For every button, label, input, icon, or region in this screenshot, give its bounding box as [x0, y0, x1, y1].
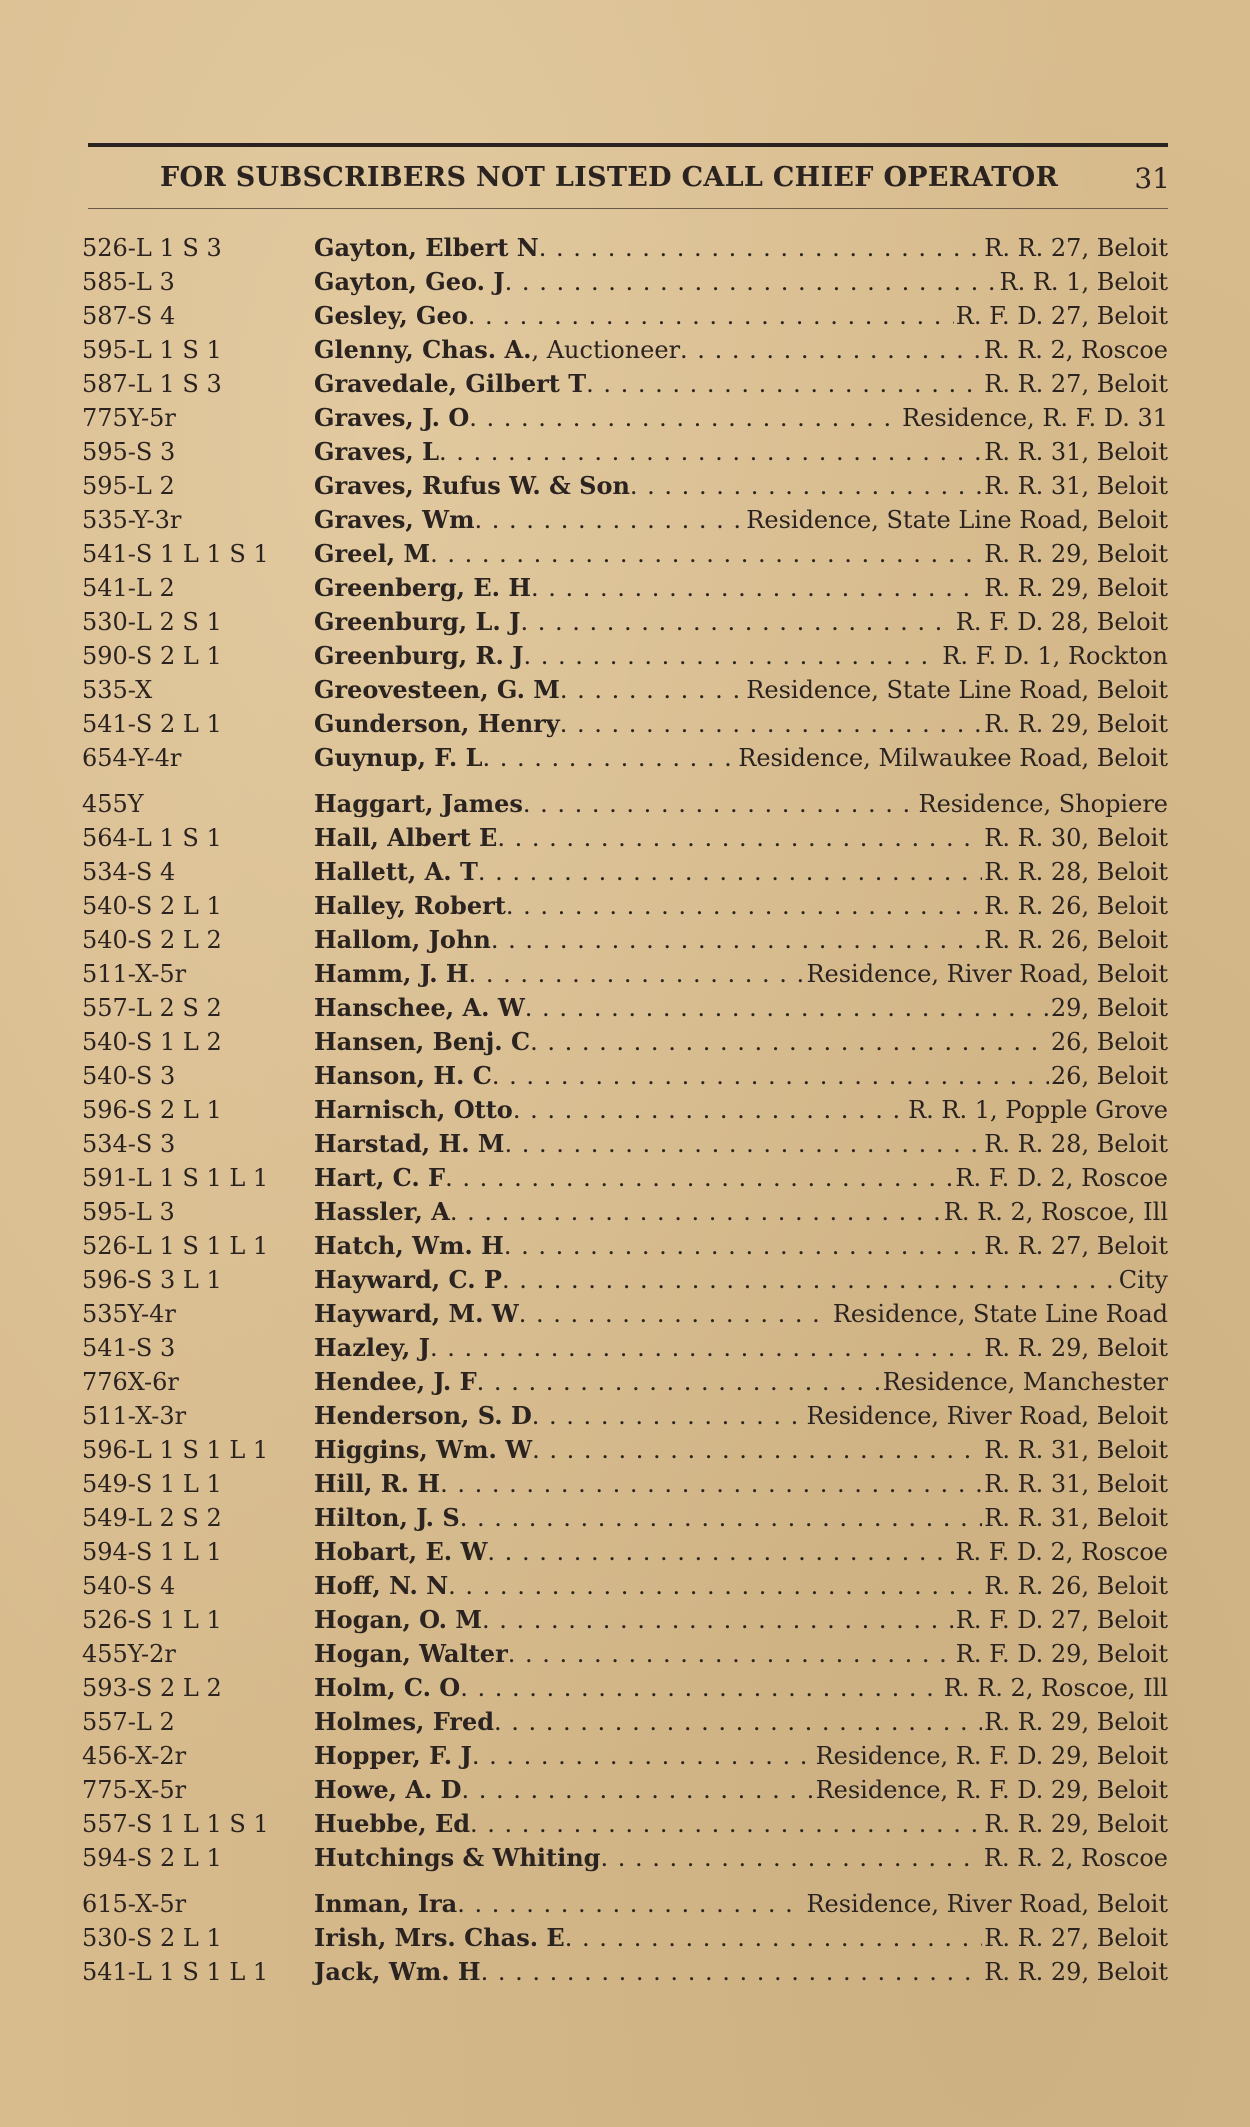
dot-leader [472, 1739, 814, 1773]
directory-entry [82, 1195, 1168, 1229]
phone-number: 596-L 1 S 1 L 1 [82, 1436, 269, 1464]
phone-number: 540-S 2 L 1 [82, 892, 222, 920]
directory-entry [82, 537, 1168, 571]
header-top-rule [88, 143, 1168, 147]
dot-leader [440, 1467, 982, 1501]
directory-entry [82, 1297, 1168, 1331]
directory-entry [82, 673, 1168, 707]
phone-number: 596-S 3 L 1 [82, 1266, 222, 1294]
subscriber-name: Glenny, Chas. A. [314, 335, 532, 364]
directory-entry [82, 741, 1168, 775]
subscriber-address: R. F. D. 27, Beloit [955, 302, 1168, 330]
subscriber-name: Gayton, Geo. J [314, 267, 505, 296]
subscriber-address: Residence, River Road, Beloit [806, 960, 1168, 988]
dot-leader [506, 889, 982, 923]
subscriber-name: Graves, Rufus W. & Son [314, 471, 630, 500]
subscriber-address: 29, Beloit [1050, 994, 1168, 1022]
directory-entry [82, 1739, 1168, 1773]
dot-leader [474, 503, 744, 537]
subscriber-address: R. R. 31, Beloit [984, 1470, 1168, 1498]
subscriber-name: Hutchings & Whiting [314, 1843, 601, 1872]
subscriber-name: Hallett, A. T [314, 857, 478, 886]
subscriber-name: Haggart, James [314, 789, 523, 818]
directory-entry [82, 1399, 1168, 1433]
subscriber-name: Greenburg, L. J [314, 607, 521, 636]
subscriber-name: Higgins, Wm. W [314, 1435, 533, 1464]
directory-entry [82, 787, 1168, 821]
directory-entry [82, 1807, 1168, 1841]
directory-entry [82, 503, 1168, 537]
subscriber-name: Gesley, Geo [314, 301, 468, 330]
dot-leader [482, 1603, 954, 1637]
subscriber-name: Gravedale, Gilbert T [314, 369, 587, 398]
phone-number: 455Y [82, 790, 144, 818]
page-number: 31 [1134, 162, 1170, 195]
dot-leader [680, 333, 982, 367]
phone-number: 541-L 2 [82, 574, 175, 602]
directory-entry [82, 1773, 1168, 1807]
dot-leader [530, 1025, 1049, 1059]
subscriber-address: R. F. D. 2, Roscoe [955, 1164, 1168, 1192]
dot-leader [630, 469, 982, 503]
subscriber-name: Inman, Ira [314, 1889, 458, 1918]
directory-entry [82, 1433, 1168, 1467]
subscriber-address: R. F. D. 1, Rockton [942, 642, 1168, 670]
phone-number: 456-X-2r [82, 1742, 187, 1770]
directory-entry [82, 957, 1168, 991]
subscriber-note: , Auctioneer [531, 336, 681, 364]
subscriber-name: Jack, Wm. H [314, 1957, 481, 1986]
subscriber-address: R. R. 27, Beloit [984, 1924, 1168, 1952]
subscriber-address: Residence, River Road, Beloit [806, 1402, 1168, 1430]
subscriber-address: R. R. 27, Beloit [984, 1232, 1168, 1260]
subscriber-address: R. F. D. 2, Roscoe [955, 1538, 1168, 1566]
dot-leader [539, 231, 983, 265]
subscriber-address: R. R. 31, Beloit [984, 438, 1168, 466]
directory-entry [82, 1637, 1168, 1671]
phone-number: 535-X [82, 676, 153, 704]
subscriber-address: Residence, State Line Road, Beloit [746, 676, 1168, 704]
subscriber-name: Guynup, F. L [314, 743, 483, 772]
directory-entry [82, 469, 1168, 503]
subscriber-listing [82, 231, 1168, 1989]
phone-number: 615-X-5r [82, 1890, 187, 1918]
subscriber-address: R. F. D. 27, Beloit [955, 1606, 1168, 1634]
directory-entry [82, 1331, 1168, 1365]
subscriber-name: Henderson, S. D [314, 1401, 532, 1430]
directory-entry [82, 1059, 1168, 1093]
subscriber-address: R. R. 30, Beloit [984, 824, 1168, 852]
directory-entry [82, 1535, 1168, 1569]
directory-entry [82, 1365, 1168, 1399]
phone-number: 534-S 4 [82, 858, 176, 886]
dot-leader [478, 855, 982, 889]
directory-entry [82, 923, 1168, 957]
dot-leader [520, 605, 953, 639]
directory-entry [82, 333, 1168, 367]
subscriber-address: R. R. 2, Roscoe, Ill [943, 1674, 1168, 1702]
directory-entry [82, 889, 1168, 923]
dot-leader [461, 1773, 813, 1807]
phone-number: 587-L 1 S 3 [82, 370, 222, 398]
subscriber-name: Hopper, F. J [314, 1741, 472, 1770]
dot-leader [525, 991, 1049, 1025]
phone-number: 549-S 1 L 1 [82, 1470, 222, 1498]
subscriber-address: R. F. D. 28, Beloit [955, 608, 1168, 636]
subscriber-name: Hansen, Benj. C [314, 1027, 531, 1056]
dot-leader [532, 1433, 982, 1467]
directory-entry [82, 1467, 1168, 1501]
dot-leader [483, 741, 737, 775]
subscriber-name: Hilton, J. S [314, 1503, 460, 1532]
directory-entry [82, 571, 1168, 605]
subscriber-address: R. R. 2, Roscoe, Ill [943, 1198, 1168, 1226]
phone-number: 541-S 2 L 1 [82, 710, 222, 738]
dot-leader [531, 571, 982, 605]
phone-number: 594-S 2 L 1 [82, 1844, 222, 1872]
phone-number: 587-S 4 [82, 302, 176, 330]
subscriber-address: R. R. 26, Beloit [984, 892, 1168, 920]
subscriber-name: Hatch, Wm. H [314, 1231, 504, 1260]
directory-entry [82, 855, 1168, 889]
directory-entry [82, 1501, 1168, 1535]
subscriber-name: Harstad, H. M [314, 1129, 505, 1158]
subscriber-name: Hayward, C. P [314, 1265, 502, 1294]
phone-number: 540-S 3 [82, 1062, 176, 1090]
subscriber-name: Huebbe, Ed [314, 1809, 471, 1838]
subscriber-name: Greel, M [314, 539, 431, 568]
subscriber-address: Residence, Manchester [882, 1368, 1168, 1396]
subscriber-name: Howe, A. D [314, 1775, 462, 1804]
phone-number: 595-L 2 [82, 472, 175, 500]
phone-number: 526-L 1 S 1 L 1 [82, 1232, 269, 1260]
directory-entry [82, 707, 1168, 741]
subscriber-name: Hassler, A [314, 1197, 450, 1226]
phone-number: 540-S 1 L 2 [82, 1028, 222, 1056]
dot-leader [494, 1705, 982, 1739]
subscriber-address: R. R. 29, Beloit [984, 710, 1168, 738]
subscriber-address: R. R. 26, Beloit [984, 926, 1168, 954]
dot-leader [502, 1263, 1117, 1297]
phone-number: 594-S 1 L 1 [82, 1538, 222, 1566]
subscriber-address: R. R. 29, Beloit [984, 574, 1168, 602]
subscriber-address: R. R. 29, Beloit [984, 1708, 1168, 1736]
directory-entry [82, 1229, 1168, 1263]
phone-number: 585-L 3 [82, 268, 175, 296]
phone-number: 557-S 1 L 1 S 1 [82, 1810, 269, 1838]
directory-entry [82, 401, 1168, 435]
phone-number: 526-L 1 S 3 [82, 234, 222, 262]
subscriber-name: Hayward, M. W [314, 1299, 519, 1328]
directory-entry [82, 1263, 1168, 1297]
phone-number: 511-X-5r [82, 960, 187, 988]
dot-leader [524, 639, 941, 673]
dot-leader [469, 957, 805, 991]
directory-entry [82, 1127, 1168, 1161]
phone-number: 595-L 3 [82, 1198, 175, 1226]
phone-number: 535Y-4r [82, 1300, 176, 1328]
dot-leader [468, 299, 954, 333]
dot-leader [491, 923, 982, 957]
phone-number: 595-L 1 S 1 [82, 336, 222, 364]
subscriber-name: Hoff, N. N [314, 1571, 449, 1600]
phone-number: 535-Y-3r [82, 506, 182, 534]
directory-entry [82, 821, 1168, 855]
directory-entry [82, 1161, 1168, 1195]
subscriber-name: Greovesteen, G. M [314, 675, 560, 704]
subscriber-name: Hamm, J. H [314, 959, 469, 988]
subscriber-address: City [1118, 1266, 1168, 1294]
directory-entry [82, 605, 1168, 639]
dot-leader [513, 1093, 906, 1127]
dot-leader [504, 1127, 982, 1161]
subscriber-address: Residence, R. F. D. 29, Beloit [815, 1776, 1168, 1804]
subscriber-address: 26, Beloit [1050, 1028, 1168, 1056]
phone-number: 541-S 3 [82, 1334, 176, 1362]
directory-entry [82, 1887, 1168, 1921]
subscriber-address: R. R. 31, Beloit [984, 472, 1168, 500]
phone-number: 511-X-3r [82, 1402, 187, 1430]
subscriber-name: Greenberg, E. H [314, 573, 531, 602]
phone-number: 455Y-2r [82, 1640, 176, 1668]
subscriber-name: Halley, Robert [314, 891, 506, 920]
subscriber-address: 26, Beloit [1050, 1062, 1168, 1090]
directory-entry [82, 639, 1168, 673]
phone-number: 534-S 3 [82, 1130, 176, 1158]
subscriber-name: Hazley, J [314, 1333, 430, 1362]
phone-number: 654-Y-4r [82, 744, 182, 772]
subscriber-address: Residence, R. F. D. 31 [902, 404, 1168, 432]
subscriber-name: Hendee, J. F [314, 1367, 477, 1396]
subscriber-address: R. R. 29, Beloit [984, 1958, 1168, 1986]
dot-leader [470, 1807, 982, 1841]
subscriber-name: Hobart, E. W [314, 1537, 488, 1566]
dot-leader [492, 1059, 1049, 1093]
phone-number: 541-S 1 L 1 S 1 [82, 540, 269, 568]
directory-entry [82, 991, 1168, 1025]
phone-number: 593-S 2 L 2 [82, 1674, 222, 1702]
subscriber-address: R. R. 2, Roscoe [983, 1844, 1168, 1872]
subscriber-name: Graves, Wm [314, 505, 475, 534]
subscriber-address: Residence, State Line Road [832, 1300, 1168, 1328]
subscriber-address: R. R. 31, Beloit [984, 1504, 1168, 1532]
subscriber-name: Holmes, Fred [314, 1707, 494, 1736]
phone-number: 557-L 2 [82, 1708, 175, 1736]
phone-number: 564-L 1 S 1 [82, 824, 222, 852]
phone-number: 775Y-5r [82, 404, 176, 432]
subscriber-name: Hanson, H. C [314, 1061, 492, 1090]
subscriber-name: Hogan, O. M [314, 1605, 482, 1634]
directory-entry [82, 265, 1168, 299]
directory-entry [82, 435, 1168, 469]
dot-leader [504, 1229, 982, 1263]
dot-leader [523, 787, 917, 821]
subscriber-address: Residence, R. F. D. 29, Beloit [815, 1742, 1168, 1770]
dot-leader [450, 1195, 942, 1229]
dot-leader [445, 1161, 953, 1195]
header-bottom-rule [88, 208, 1168, 209]
subscriber-name: Harnisch, Otto [314, 1095, 513, 1124]
subscriber-name: Hogan, Walter [314, 1639, 508, 1668]
header-title: FOR SUBSCRIBERS NOT LISTED CALL CHIEF OPERATOR [160, 162, 1059, 193]
subscriber-name: Hallom, John [314, 925, 491, 954]
dot-leader [487, 1535, 953, 1569]
subscriber-name: Irish, Mrs. Chas. E [314, 1923, 565, 1952]
phone-number: 776X-6r [82, 1368, 179, 1396]
directory-entry [82, 1569, 1168, 1603]
phone-number: 590-S 2 L 1 [82, 642, 222, 670]
subscriber-name: Gunderson, Henry [314, 709, 560, 738]
dot-leader [508, 1637, 954, 1671]
dot-leader [505, 265, 998, 299]
subscriber-address: R. R. 27, Beloit [984, 234, 1168, 262]
subscriber-name: Graves, J. O [314, 403, 470, 432]
phone-number: 540-S 2 L 2 [82, 926, 222, 954]
subscriber-name: Gayton, Elbert N [314, 233, 539, 262]
dot-leader [448, 1569, 982, 1603]
phone-number: 557-L 2 S 2 [82, 994, 222, 1022]
dot-leader [497, 821, 982, 855]
phone-number: 591-L 1 S 1 L 1 [82, 1164, 269, 1192]
dot-leader [560, 673, 744, 707]
subscriber-name: Hill, R. H [314, 1469, 441, 1498]
subscriber-address: Residence, Milwaukee Road, Beloit [738, 744, 1168, 772]
directory-entry [82, 299, 1168, 333]
phone-number: 526-S 1 L 1 [82, 1606, 222, 1634]
dot-leader [430, 1331, 982, 1365]
subscriber-name: Greenburg, R. J [314, 641, 524, 670]
phone-number: 595-S 3 [82, 438, 176, 466]
subscriber-address: Residence, State Line Road, Beloit [746, 506, 1168, 534]
subscriber-address: R. R. 28, Beloit [984, 1130, 1168, 1158]
subscriber-address: R. R. 31, Beloit [984, 1436, 1168, 1464]
directory-entry [82, 1093, 1168, 1127]
directory-entry [82, 1705, 1168, 1739]
dot-leader [430, 537, 982, 571]
directory-entry [82, 1025, 1168, 1059]
subscriber-name: Hart, C. F [314, 1163, 446, 1192]
subscriber-address: R. R. 29, Beloit [984, 1810, 1168, 1838]
phone-number: 541-L 1 S 1 L 1 [82, 1958, 269, 1986]
subscriber-address: R. R. 29, Beloit [984, 1334, 1168, 1362]
dot-leader [457, 1887, 804, 1921]
phone-number: 530-S 2 L 1 [82, 1924, 222, 1952]
phone-number: 549-L 2 S 2 [82, 1504, 222, 1532]
dot-leader [565, 1921, 983, 1955]
subscriber-address: Residence, Shopiere [918, 790, 1168, 818]
directory-entry [82, 231, 1168, 265]
subscriber-address: R. R. 2, Roscoe [983, 336, 1168, 364]
dot-leader [481, 1955, 983, 1989]
directory-entry [82, 1603, 1168, 1637]
dot-leader [600, 1841, 981, 1875]
subscriber-address: R. R. 1, Popple Grove [908, 1096, 1168, 1124]
subscriber-address: R. R. 28, Beloit [984, 858, 1168, 886]
directory-entry [82, 1921, 1168, 1955]
subscriber-address: R. F. D. 29, Beloit [955, 1640, 1168, 1668]
subscriber-name: Hall, Albert E [314, 823, 498, 852]
subscriber-name: Graves, L [314, 437, 440, 466]
dot-leader [532, 1399, 805, 1433]
dot-leader [469, 401, 900, 435]
phone-number: 530-L 2 S 1 [82, 608, 222, 636]
dot-leader [519, 1297, 831, 1331]
page-header [160, 162, 1170, 202]
dot-leader [586, 367, 982, 401]
dot-leader [460, 1501, 983, 1535]
phone-number: 775-X-5r [82, 1776, 187, 1804]
directory-entry [82, 367, 1168, 401]
subscriber-address: R. R. 26, Beloit [984, 1572, 1168, 1600]
dot-leader [560, 707, 982, 741]
subscriber-address: R. R. 29, Beloit [984, 540, 1168, 568]
subscriber-address: R. R. 27, Beloit [984, 370, 1168, 398]
dot-leader [439, 435, 982, 469]
subscriber-name: Holm, C. O [314, 1673, 461, 1702]
phone-number: 540-S 4 [82, 1572, 176, 1600]
directory-entry [82, 1841, 1168, 1875]
subscriber-address: R. R. 1, Beloit [999, 268, 1168, 296]
directory-entry [82, 1955, 1168, 1989]
dot-leader [477, 1365, 881, 1399]
directory-entry [82, 1671, 1168, 1705]
dot-leader [460, 1671, 942, 1705]
subscriber-name: Hanschee, A. W [314, 993, 525, 1022]
subscriber-address: Residence, River Road, Beloit [806, 1890, 1168, 1918]
phone-number: 596-S 2 L 1 [82, 1096, 222, 1124]
